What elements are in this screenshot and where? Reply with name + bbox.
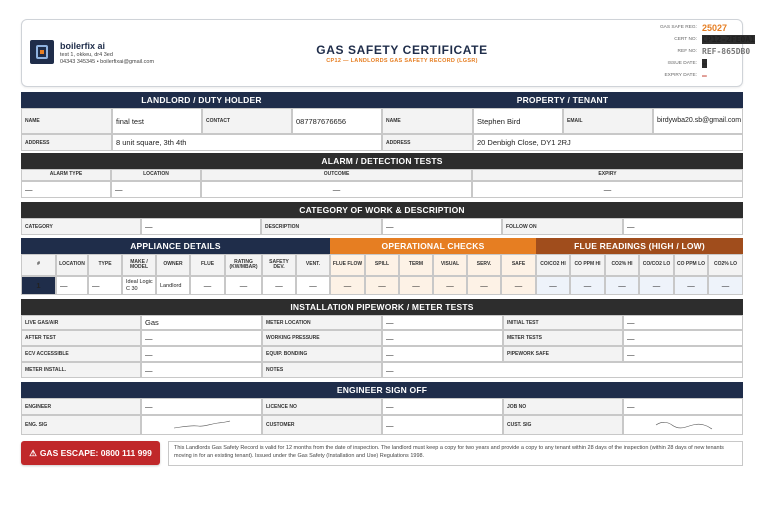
alarm-value-row: — — — — — [21, 181, 743, 198]
category-section-title: CATEGORY OF WORK & DESCRIPTION — [21, 202, 743, 218]
ref-no: REF NO: REF-865DB0 — [677, 47, 751, 56]
business-logo — [30, 40, 54, 64]
gas-escape-label: GAS ESCAPE: 0800 111 999 — [39, 448, 152, 458]
engineer-value: — — [141, 398, 262, 415]
landlord-property-row-2: ADDRESS 8 unit square, 3th 4th ADDRESS 20 Denbigh Close, DY1 2RJ — [21, 134, 743, 151]
pipework-row-4: METER INSTALL. — NOTES — — [21, 362, 743, 378]
customer-signature-drawing — [654, 419, 714, 431]
landlord-section-title: LANDLORD / DUTY HOLDER — [21, 92, 382, 108]
gas-safe-reg: GAS SAFE REG: 25027 — [659, 23, 728, 33]
tenant-name: Stephen Bird — [473, 108, 563, 134]
signoff-row-2: ENG. SIG CUSTOMER — CUST. SIG — [21, 415, 743, 435]
alarm-section-title: ALARM / DETECTION TESTS — [21, 153, 743, 169]
description-value: — — [382, 218, 502, 235]
engineer-signature-drawing — [172, 419, 232, 431]
engineer-signature — [141, 415, 262, 435]
notes-value: — — [382, 362, 743, 378]
appliance-make-model: Ideal Logic C 30 — [122, 276, 156, 295]
issue-date: ISSUE DATE: — — [667, 59, 707, 68]
pipework-row-2: AFTER TEST — WORKING PRESSURE — METER TESTS — — [21, 330, 743, 346]
landlord-property-row-1: NAME final test CONTACT 087787676656 NAME Stephen Bird EMAIL birdywba20.sb@gmail.com — [21, 108, 743, 134]
customer-signature — [623, 415, 743, 435]
pipework-row-3: ECV ACCESSIBLE — EQUIP. BONDING — PIPEWORK SAFE — — [21, 346, 743, 362]
category-value: — — [141, 218, 261, 235]
appliance-header-row: # LOCATION TYPE MAKE / MODEL OWNER FLUE RATING (KW/MBAR) SAFETY DEV. VENT. FLUE FLOW SPILL TERM VISUAL SERV. SAFE CO/CO2 HI CO PPM HI CO2% HI CO/CO2 LO CO PPM LO CO2% LO — [21, 254, 743, 276]
licence-value: — — [382, 398, 503, 415]
landlord-contact: 087787676656 — [292, 108, 382, 134]
property-address: 20 Denbigh Close, DY1 2RJ — [473, 134, 743, 151]
certificate-subtitle: CP12 — LANDLORDS GAS SAFETY RECORD (LGSR) — [326, 58, 478, 64]
warning-icon: ⚠ — [29, 447, 37, 458]
alarm-header-row: ALARM TYPE LOCATION OUTCOME EXPIRY — [21, 169, 743, 181]
signoff-row-1: ENGINEER — LICENCE NO — JOB NO — — [21, 398, 743, 415]
property-section-title: PROPERTY / TENANT — [382, 92, 743, 108]
pipework-row-1: LIVE GAS/AIR Gas METER LOCATION — INITIAL TEST — — [21, 315, 743, 330]
signoff-section-title: ENGINEER SIGN OFF — [21, 382, 743, 398]
follow-on-value: — — [623, 218, 743, 235]
legal-notice: This Landlords Gas Safety Record is valid for 12 months from the date of inspection. The landlord must keep a copy for two years and provide a copy to any tenant within 28 days of the inspection (within 28 days of new tenants moving in for an existing tenant). Issued under the Gas Safety (Installation and Use) Regulations 1998. — [168, 441, 743, 466]
operational-checks-title: OPERATIONAL CHECKS — [330, 238, 536, 254]
landlord-address: 8 unit square, 3th 4th — [112, 134, 382, 151]
live-gas-air-value: Gas — [141, 315, 262, 330]
business-contact: 04343 345345 • boilerfixai@gmail.com — [60, 59, 155, 65]
appliance-number: 1 — [21, 276, 56, 295]
tenant-email: birdywba20.sb@gmail.com — [653, 108, 743, 134]
gas-escape-button[interactable] — [21, 441, 160, 465]
category-row: CATEGORY — DESCRIPTION — FOLLOW ON — — [21, 218, 743, 235]
cert-no: CERT NO: CP12-2FE0A1 — [674, 35, 755, 44]
expiry-date: EXPIRY DATE: — — [664, 71, 707, 80]
customer-value: — — [382, 415, 503, 435]
pipework-section-title: INSTALLATION PIPEWORK / METER TESTS — [21, 299, 743, 315]
appliance-details-title: APPLIANCE DETAILS — [21, 238, 330, 254]
job-number-value: — — [623, 398, 743, 415]
flue-readings-title: FLUE READINGS (HIGH / LOW) — [536, 238, 743, 254]
certificate-header — [21, 19, 755, 87]
certificate-title: GAS SAFETY CERTIFICATE — [316, 43, 488, 57]
appliance-owner: Landlord — [156, 276, 190, 295]
business-address: test 1, okkeu, dr4 3ed — [60, 52, 113, 58]
appliance-row: 1 — — Ideal Logic C 30 Landlord — — — — — — — — — — — — — — — — — [21, 276, 743, 295]
business-name: boilerfix ai — [60, 41, 106, 51]
landlord-name: final test — [112, 108, 202, 134]
